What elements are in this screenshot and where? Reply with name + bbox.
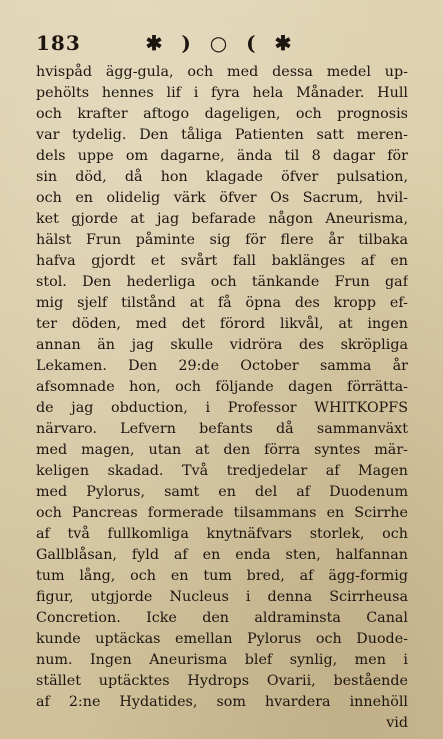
text-line: kunde uptäckas emellan Pylorus och Duode- [36,631,408,647]
text-line: Concretion. Icke den aldraminsta Canal [36,610,408,626]
text-line: Gallblåsan, fyld af en enda sten, halfannan [36,547,408,563]
text-line: sin död, då hon klagade öfver pulsation, [36,169,408,185]
text-line: stället uptäcktes Hydrops Ovarii, bestående [36,673,408,689]
text-line: med magen, utan at den förra syntes mär- [36,442,408,458]
text-line: af två fullkomliga knytnäfvars storlek, och [36,526,408,542]
text-line: dels uppe om dagarne, ända til 8 dagar för [36,148,408,164]
text-line: tum lång, och en tum bred, af ägg-formig [36,568,408,584]
text-line: närvaro. Lefvern befants då sammanväxt [36,421,408,437]
text-line: och en olidelig värk öfver Os Sacrum, hvil- [36,190,408,206]
text-line: annan än jag skulle vidröra des skröpliga [36,337,408,353]
text-line: hafva gjordt et svårt fall baklänges af en [36,253,408,269]
text-line: var tydelig. Den tåliga Patienten satt meren- [36,127,408,143]
page-number: 183 [36,31,81,55]
text-line: med Pylorus, samt en del af Duodenum [36,484,408,500]
text-line: och Pancreas formerade tilsammans en Scirrhe [36,505,408,521]
page-body-text [36,62,408,734]
header-ornament: ✱ ) ○ ( ✱ [145,31,298,55]
text-line: hälst Frun påminte sig för flere år tilbaka [36,232,408,248]
text-line: pehölts hennes lif i fyra hela Månader. Hull [36,85,408,101]
text-line: ter döden, med det förord likvål, at ingen [36,316,408,332]
text-line: stol. Den hederliga och tänkande Frun gaf [36,274,408,290]
text-line: keligen skadad. Två tredjedelar af Magen [36,463,408,479]
catchword: vid [386,715,408,731]
text-line: Lekamen. Den 29:de October samma år [36,358,408,374]
text-line: mig sjelf tilstånd at få öpna des kropp ef- [36,295,408,311]
text-line: af 2:ne Hydatides, som hvardera innehöll [36,694,408,710]
text-line: de jag obduction, i Professor WHITKOPFS [36,400,408,416]
text-line: och krafter aftogo dageligen, och prognosis [36,106,408,122]
text-line: afsomnade hon, och följande dagen förrätta- [36,379,408,395]
text-line: ket gjorde at jag befarade någon Aneurisma, [36,211,408,227]
page-header [36,28,407,58]
text-line: figur, utgjorde Nucleus i denna Scirrheusa [36,589,408,605]
text-line: num. Ingen Aneurisma blef synlig, men i [36,652,408,668]
text-line: hvispåd ägg-gula, och med dessa medel up- [36,64,408,80]
